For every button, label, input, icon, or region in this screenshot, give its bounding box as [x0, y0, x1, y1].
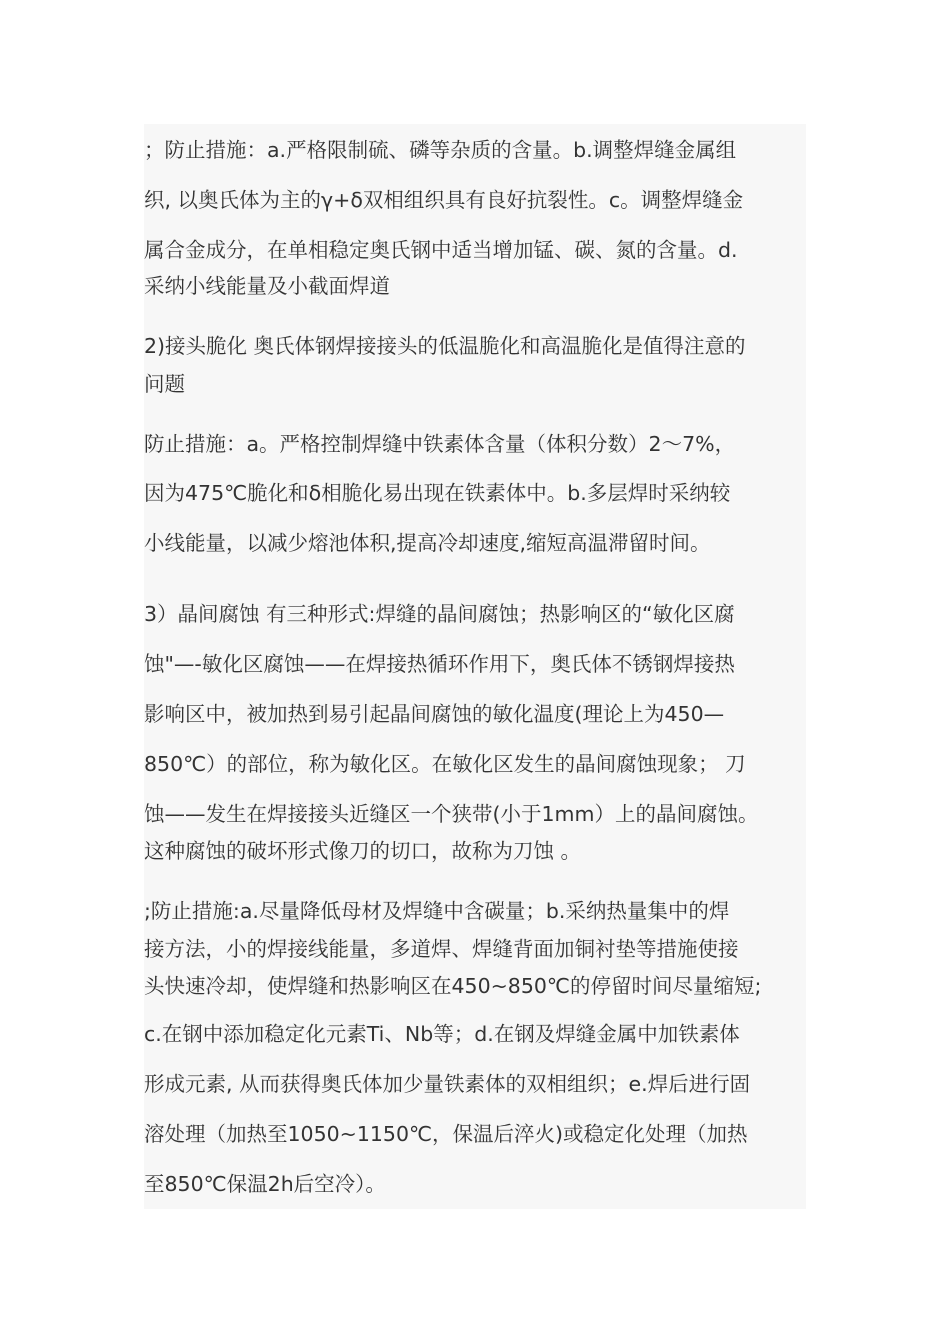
text-line: 防止措施：a。严格控制焊缝中铁素体含量（体积分数）2～7%，: [144, 432, 736, 456]
text-line: 2)接头脆化 奥氏体钢焊接接头的低温脆化和高温脆化是值得注意的: [144, 334, 746, 358]
text-line: 形成元素, 从而获得奥氏体加少量铁素体的双相组织；e.焊后进行固: [144, 1072, 751, 1096]
text-line: 织, 以奥氏体为主的γ+δ双相组织具有良好抗裂性。c。调整焊缝金: [144, 188, 744, 212]
text-line: 影响区中，被加热到易引起晶间腐蚀的敏化温度(理论上为450—: [144, 702, 725, 726]
text-line: ；防止措施：a.严格限制硫、磷等杂质的含量。b.调整焊缝金属组: [144, 138, 737, 162]
text-line: 蚀"—-敏化区腐蚀——在焊接热循环作用下，奥氏体不锈钢焊接热: [144, 652, 735, 676]
text-line: 3）晶间腐蚀 有三种形式:焊缝的晶间腐蚀；热影响区的“敏化区腐: [144, 602, 735, 626]
text-line: 采纳小线能量及小截面焊道: [144, 274, 390, 298]
text-line: 小线能量，以减少熔池体积,提高冷却速度,缩短高温滞留时间。: [144, 531, 711, 555]
text-line: 接方法，小的焊接线能量，多道焊、焊缝背面加铜衬垫等措施使接: [144, 937, 739, 961]
text-line: 因为475℃脆化和δ相脆化易出现在铁素体中。b.多层焊时采纳较: [144, 481, 731, 505]
text-line: c.在钢中添加稳定化元素Ti、Nb等；d.在钢及焊缝金属中加铁素体: [144, 1022, 740, 1046]
text-line: 属合金成分，在单相稳定奥氏钢中适当增加锰、碳、氮的含量。d.: [144, 238, 738, 262]
text-block: [144, 124, 806, 1209]
text-line: 至850℃保温2h后空冷）。: [144, 1172, 386, 1196]
text-line: ;防止措施:a.尽量降低母材及焊缝中含碳量；b.采纳热量集中的焊: [144, 899, 730, 923]
text-line: 850℃）的部位，称为敏化区。在敏化区发生的晶间腐蚀现象； 刀: [144, 752, 746, 776]
text-line: 问题: [144, 372, 185, 396]
text-line: 蚀——发生在焊接接头近缝区一个狭带(小于1mm）上的晶间腐蚀。: [144, 802, 759, 826]
text-line: 头快速冷却，使焊缝和热影响区在450~850℃的停留时间尽量缩短;: [144, 974, 762, 998]
text-line: 溶处理（加热至1050~1150℃，保温后淬火)或稳定化处理（加热: [144, 1122, 748, 1146]
text-line: 这种腐蚀的破坏形式像刀的切口，故称为刀蚀 。: [144, 839, 582, 863]
